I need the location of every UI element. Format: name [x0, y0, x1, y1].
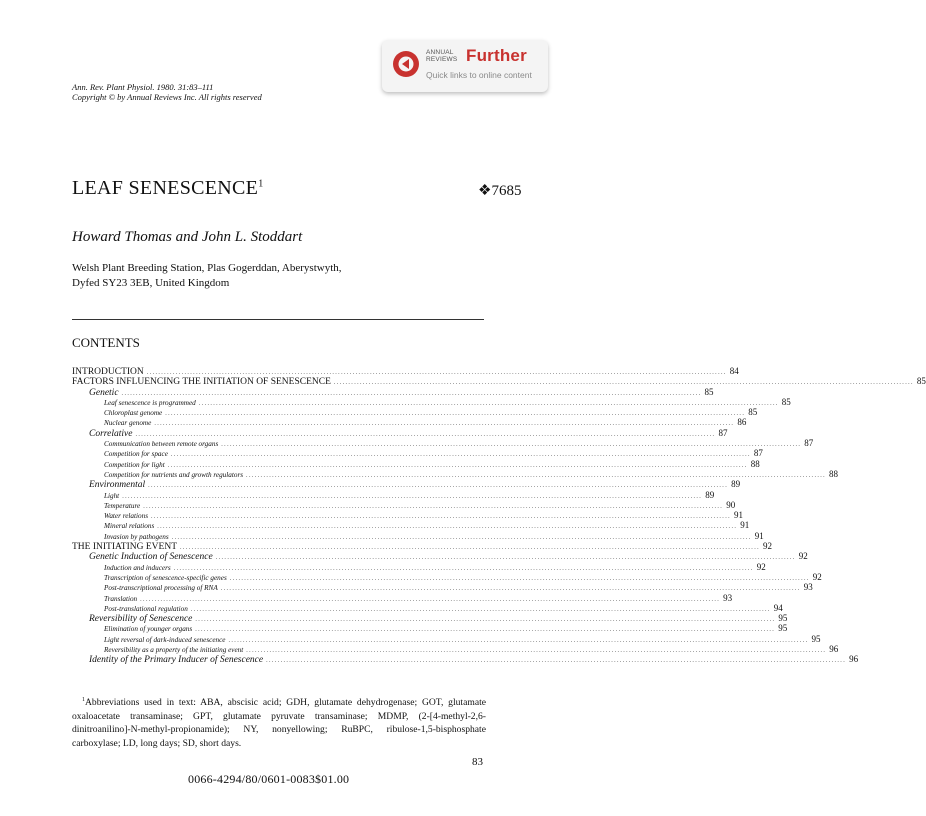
toc-entry-label: Competition for space — [104, 450, 168, 459]
toc-entry — [72, 479, 741, 491]
toc-entry-page: 90 — [726, 499, 736, 510]
toc-leader-dots: ........................................................................................................................................................................................................ — [195, 617, 776, 624]
toc-leader-dots: ........................................................................................................................................................................................................ — [229, 575, 810, 582]
journal-citation-block — [72, 82, 262, 102]
toc-leader-dots: ........................................................................................................................................................................................................ — [122, 493, 703, 500]
toc-leader-dots: ........................................................................................................................................................................................................ — [180, 545, 760, 552]
copyright-line: Copyright © by Annual Reviews Inc. All rights reserved — [72, 92, 262, 102]
toc-leader-dots: ........................................................................................................................................................................................................ — [135, 431, 716, 438]
contents-heading: CONTENTS — [72, 335, 140, 350]
toc-leader-dots: ........................................................................................................................................................................................................ — [167, 462, 748, 469]
toc-leader-dots: ........................................................................................................................................................................................................ — [246, 472, 827, 479]
toc-entry-label: Light reversal of dark-induced senescence — [104, 635, 226, 644]
toc-entry — [72, 602, 783, 613]
toc-entry-label: THE INITIATING EVENT — [72, 542, 177, 553]
toc-entry — [72, 499, 736, 510]
affiliation-line-2: Dyfed SY23 3EB, United Kingdom — [72, 277, 230, 289]
toc-leader-dots: ........................................................................................................................................................................................................ — [171, 534, 752, 541]
toc-entry-label: Chloroplast genome — [104, 409, 163, 418]
toc-entry-page: 96 — [849, 654, 859, 665]
toc-leader-dots: ........................................................................................................................................................................................................ — [215, 555, 796, 562]
toc-entry — [72, 654, 859, 666]
toc-entry — [72, 396, 791, 407]
toc-entry — [72, 376, 926, 388]
toc-leader-dots: ........................................................................................................................................................................................................ — [143, 503, 724, 510]
toc-leader-dots: ........................................................................................................................................................................................................ — [151, 514, 731, 521]
toc-leader-dots: ........................................................................................................................................................................................................ — [190, 606, 771, 613]
wordmark-line-reviews: REVIEWS — [426, 56, 458, 63]
toc-entry — [72, 407, 758, 418]
toc-entry — [72, 366, 739, 377]
toc-entry-label: Temperature — [104, 501, 141, 510]
toc-entry — [72, 489, 715, 500]
footnote-text: Abbreviations used in text: ABA, abscisic acid; GDH, glutamate dehydrogenase; GOT, glutamate oxaloacetate transaminase; GPT, glutamate pyruvate transaminase; MDMP, (2-[4-methyl-2,6-dinitroanilino]-N-methyl-propionamide); NY, nonyellowing; RuBPC, ribulose-1,5-bisphosphate carboxylase; LD, long days; SD, short days. — [72, 697, 486, 749]
toc-entry-page: 92 — [798, 551, 808, 562]
toc-leader-dots: ........................................................................................................................................................................................................ — [246, 648, 827, 655]
toc-entry-page: 93 — [723, 592, 733, 603]
toc-entry-page: 86 — [737, 417, 747, 428]
toc-leader-dots: ........................................................................................................................................................................................................ — [266, 658, 847, 665]
toc-entry — [72, 417, 747, 428]
toc-leader-dots: ........................................................................................................................................................................................................ — [148, 483, 729, 490]
toc-entry — [72, 633, 821, 644]
toc-entry-label: Correlative — [89, 428, 133, 439]
toc-entry-label: Genetic — [89, 387, 119, 398]
article-title-text: LEAF SENESCENCE — [72, 177, 259, 199]
toc-entry-label: Transcription of senescence-specific genes — [104, 573, 227, 582]
toc-entry-label: Genetic Induction of Senescence — [89, 552, 213, 563]
toc-entry-page: 92 — [756, 561, 766, 572]
toc-entry-page: 96 — [829, 644, 839, 655]
toc-entry-label: Elimination of younger organs — [104, 625, 193, 634]
toc-entry-page: 85 — [781, 396, 791, 407]
toc-entry — [72, 623, 788, 634]
toc-leader-dots: ........................................................................................................................................................................................................ — [220, 586, 801, 593]
toc-leader-dots: ........................................................................................................................................................................................................ — [157, 524, 738, 531]
toc-entry-page: 89 — [731, 479, 741, 490]
toc-entry-label: Post-translational regulation — [104, 604, 188, 613]
page-number: 83 — [472, 756, 483, 768]
toc-entry-page: 92 — [812, 571, 822, 582]
toc-entry — [72, 582, 813, 593]
toc-entry-label: Post-transcriptional processing of RNA — [104, 584, 218, 593]
affiliation-line-1: Welsh Plant Breeding Station, Plas Gogerddan, Aberystwyth, — [72, 262, 342, 274]
footnote-marker: 1 — [82, 697, 85, 703]
toc-leader-dots: ........................................................................................................................................................................................................ — [221, 442, 802, 449]
toc-entry — [72, 551, 808, 563]
toc-entry-page: 87 — [718, 427, 728, 438]
toc-entry-page: 91 — [754, 530, 764, 541]
toc-entry-page: 87 — [753, 448, 763, 459]
toc-entry-label: Communication between remote organs — [104, 440, 219, 449]
toc-leader-dots: ........................................................................................................................................................................................................ — [140, 596, 721, 603]
toc-entry-page: 85 — [748, 407, 758, 418]
toc-entry — [72, 438, 814, 449]
toc-entry — [72, 613, 788, 625]
further-label: Further — [466, 46, 527, 65]
toc-entry-label: Nuclear genome — [104, 419, 152, 428]
annual-reviews-wordmark — [426, 49, 462, 63]
toc-entry — [72, 644, 839, 655]
title-footnote-marker: 1 — [258, 178, 264, 190]
toc-entry-label: Invasion by pathogens — [104, 532, 169, 541]
toc-leader-dots: ........................................................................................................................................................................................................ — [198, 400, 779, 407]
toc-entry-page: 84 — [729, 366, 739, 376]
toc-entry-label: Light — [104, 491, 120, 500]
toc-entry-page: 91 — [740, 520, 750, 531]
toc-entry-page: 95 — [778, 623, 788, 634]
toc-leader-dots: ........................................................................................................................................................................................................ — [154, 421, 735, 428]
abbreviations-footnote — [72, 694, 486, 750]
toc-entry-page: 89 — [705, 489, 715, 500]
toc-leader-dots: ........................................................................................................................................................................................................ — [165, 411, 746, 418]
toc-entry — [72, 427, 728, 439]
article-authors: Howard Thomas and John L. Stoddart — [72, 229, 303, 245]
toc-entry — [72, 448, 763, 459]
toc-entry-label: Induction and inducers — [104, 563, 171, 572]
annual-reviews-further-badge[interactable] — [382, 40, 548, 92]
toc-entry-label: INTRODUCTION — [72, 367, 144, 377]
section-divider — [72, 319, 484, 320]
toc-entry-page: 92 — [763, 541, 772, 552]
toc-entry-label: Competition for nutrients and growth regulators — [104, 470, 244, 479]
toc-entry-label: Competition for light — [104, 460, 165, 469]
toc-leader-dots: ........................................................................................................................................................................................................ — [195, 627, 776, 634]
toc-leader-dots: ........................................................................................................................................................................................................ — [228, 637, 809, 644]
toc-entry-page: 85 — [704, 386, 714, 397]
toc-leader-dots: ........................................................................................................................................................................................................ — [333, 380, 914, 387]
toc-entry-label: Mineral relations — [104, 522, 155, 531]
toc-entry-page: 95 — [811, 633, 821, 644]
toc-entry — [72, 561, 766, 572]
toc-entry-page: 93 — [803, 582, 813, 593]
toc-entry-label: Translation — [104, 594, 138, 603]
toc-entry-page: 95 — [778, 613, 788, 624]
toc-entry-label: Water relations — [104, 512, 148, 521]
toc-entry-label: Leaf senescence is programmed — [104, 398, 196, 407]
toc-entry — [72, 510, 743, 521]
toc-entry — [72, 458, 760, 469]
toc-leader-dots: ........................................................................................................................................................................................................ — [146, 370, 727, 376]
toc-entry-label: Identity of the Primary Inducer of Senescence — [89, 655, 264, 666]
toc-entry — [72, 530, 764, 541]
toc-entry — [72, 592, 733, 603]
article-title — [72, 177, 264, 200]
wordmark-line-annual: ANNUAL — [426, 49, 454, 56]
toc-leader-dots: ........................................................................................................................................................................................................ — [173, 565, 754, 572]
toc-entry — [72, 541, 772, 553]
toc-entry — [72, 386, 714, 398]
author-affiliation — [72, 261, 342, 291]
toc-entry-label: Reversibility as a property of the initiating event — [104, 646, 244, 655]
quick-links-label: Quick links to online content — [426, 70, 532, 80]
toc-entry-page: 85 — [916, 376, 926, 387]
toc-entry-label: Environmental — [89, 480, 146, 491]
article-code: 0066-4294/80/0601-0083$01.00 — [188, 772, 350, 786]
toc-entry-label: FACTORS INFLUENCING THE INITIATION OF SENESCENCE — [72, 377, 331, 388]
toc-entry-page: 87 — [804, 438, 814, 449]
toc-entry-label: Reversibility of Senescence — [89, 614, 193, 625]
toc-entry — [72, 520, 750, 531]
accession-number: ❖7685 — [478, 183, 522, 199]
toc-entry — [72, 468, 839, 479]
toc-leader-dots: ........................................................................................................................................................................................................ — [121, 390, 702, 397]
toc-entry-page: 94 — [773, 602, 783, 613]
table-of-contents — [72, 366, 926, 666]
annual-reviews-logo-icon — [392, 50, 420, 78]
toc-entry-page: 91 — [734, 510, 743, 521]
journal-citation: Ann. Rev. Plant Physiol. 1980. 31:83–111 — [72, 82, 214, 92]
toc-leader-dots: ........................................................................................................................................................................................................ — [170, 452, 751, 459]
toc-entry-page: 88 — [829, 468, 839, 479]
toc-entry — [72, 571, 822, 582]
toc-entry-page: 88 — [750, 458, 760, 469]
